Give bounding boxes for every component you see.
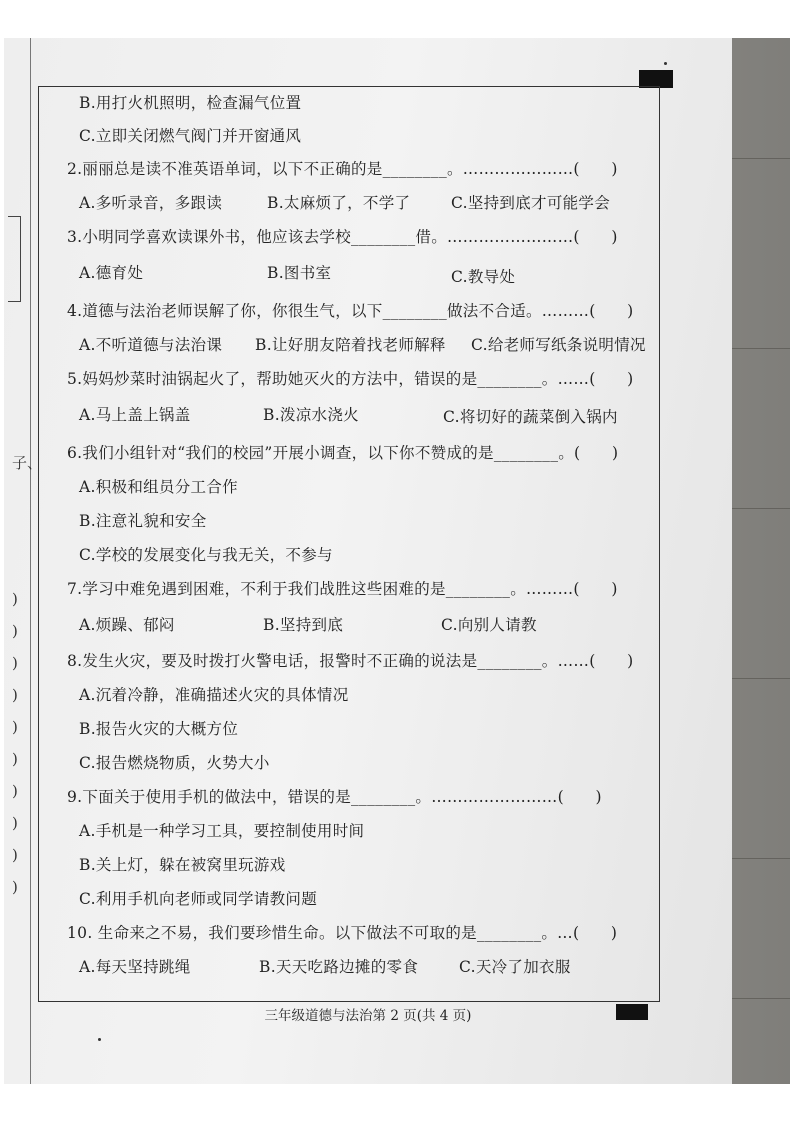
question-8: 8.发生火灾，要及时拨打火警电话，报警时不正确的说法是________。……( ) bbox=[67, 652, 634, 670]
option-b: B.关上灯，躲在被窝里玩游戏 bbox=[79, 856, 286, 874]
question-9: 9.下面关于使用手机的做法中，错误的是________。……………………( ) bbox=[67, 788, 602, 806]
previous-page-fragment bbox=[4, 38, 43, 1084]
option-c: C.报告燃烧物质，火势大小 bbox=[79, 754, 270, 772]
question-10: 10. 生命来之不易，我们要珍惜生命。以下做法不可取的是________。…( ) bbox=[67, 924, 618, 942]
fragment-paren: ) bbox=[12, 846, 18, 864]
option-b: B.注意礼貌和安全 bbox=[79, 512, 207, 530]
page-footer: 三年级道德与法治第 2 页(共 4 页) bbox=[264, 1008, 472, 1024]
option-a: A.沉着冷静，准确描述火灾的具体情况 bbox=[79, 686, 349, 704]
option-c: C.将切好的蔬菜倒入锅内 bbox=[443, 408, 618, 426]
option-b: B.泼凉水浇火 bbox=[263, 406, 359, 424]
option-a: A.手机是一种学习工具，要控制使用时间 bbox=[79, 822, 365, 840]
option-c: C.天冷了加衣服 bbox=[459, 958, 571, 976]
option-c: C.教导处 bbox=[451, 268, 516, 286]
option-a: A.不听道德与法治课 bbox=[79, 336, 223, 354]
option-a: A.马上盖上锅盖 bbox=[79, 406, 191, 424]
option-c: C.利用手机向老师或同学请教问题 bbox=[79, 890, 318, 908]
question-4: 4.道德与法治老师误解了你，你很生气，以下________做法不合适。………( ) bbox=[67, 302, 634, 320]
option-b: B.坚持到底 bbox=[263, 616, 344, 634]
fragment-paren: ) bbox=[12, 686, 18, 704]
question-5: 5.妈妈炒菜时油锅起火了，帮助她灭火的方法中，错误的是________。……( ) bbox=[67, 370, 634, 388]
option-c: C.学校的发展变化与我无关，不参与 bbox=[79, 546, 333, 564]
question-frame bbox=[38, 86, 660, 1002]
option-b: B.图书室 bbox=[267, 264, 332, 282]
question-3: 3.小明同学喜欢读课外书，他应该去学校________借。……………………( ) bbox=[67, 228, 618, 246]
exam-sheet bbox=[4, 38, 732, 1084]
fragment-paren: ) bbox=[12, 782, 18, 800]
option-c: C.向别人请教 bbox=[441, 616, 537, 634]
fragment-paren: ) bbox=[12, 878, 18, 896]
option-b: B.太麻烦了，不学了 bbox=[267, 194, 411, 212]
registration-mark bbox=[616, 1004, 648, 1020]
option-b: B.报告火灾的大概方位 bbox=[79, 720, 239, 738]
paper-speck bbox=[664, 62, 667, 65]
option-c: C.给老师写纸条说明情况 bbox=[471, 336, 646, 354]
option-b: B.天天吃路边摊的零食 bbox=[259, 958, 419, 976]
fragment-paren: ) bbox=[12, 750, 18, 768]
fragment-paren: ) bbox=[12, 718, 18, 736]
fragment-paren: ) bbox=[12, 654, 18, 672]
option-a: A.积极和组员分工合作 bbox=[79, 478, 238, 496]
option-a: A.多听录音，多跟读 bbox=[79, 194, 223, 212]
option-text: C.立即关闭燃气阀门并开窗通风 bbox=[79, 127, 302, 145]
fragment-paren: ) bbox=[12, 814, 18, 832]
option-text: B.用打火机照明，检查漏气位置 bbox=[79, 94, 302, 112]
option-a: A.德育处 bbox=[79, 264, 144, 282]
question-7: 7.学习中难免遇到困难，不利于我们战胜这些困难的是________。………( ) bbox=[67, 580, 618, 598]
fragment-text: 子、 bbox=[12, 454, 43, 472]
question-6: 6.我们小组针对“我们的校园”开展小调查，以下你不赞成的是________。( ) bbox=[67, 444, 619, 462]
option-b: B.让好朋友陪着找老师解释 bbox=[255, 336, 446, 354]
fragment-paren: ) bbox=[12, 622, 18, 640]
paper-speck bbox=[98, 1038, 101, 1041]
option-c: C.坚持到底才可能学会 bbox=[451, 194, 611, 212]
option-a: A.每天坚持跳绳 bbox=[79, 958, 191, 976]
question-2: 2.丽丽总是读不准英语单词，以下不正确的是________。…………………( ) bbox=[67, 160, 618, 178]
fragment-paren: ) bbox=[12, 590, 18, 608]
option-a: A.烦躁、郁闷 bbox=[79, 616, 175, 634]
fragment-box bbox=[8, 216, 21, 302]
